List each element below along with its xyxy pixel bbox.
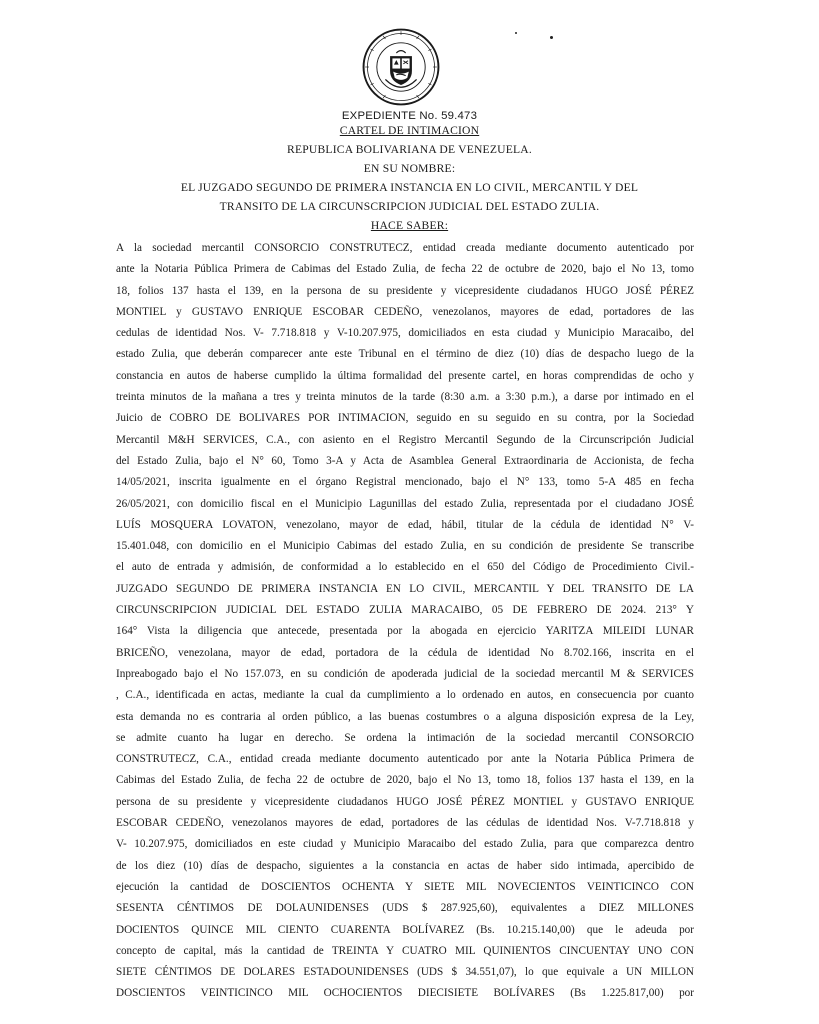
body-line: 14/05/2021, inscrita igualmente en el órgano Registral mencionado, bajo el N° 133, tomo 5-A 485 en fecha — [116, 476, 694, 489]
cartel-title: CARTEL DE INTIMACION — [339, 124, 480, 137]
body-line: 164° Vista la diligencia que antecede, presentada por la abogada en ejercicio YARITZA MILEIDI LUNAR — [116, 625, 694, 638]
body-line: SIETE CÉNTIMOS DE DOLARES ESTADOUNIDENSES (UDS $ 34.551,07), lo que equivale a UN MILLON — [116, 966, 694, 979]
body-line: Juicio de COBRO DE BOLIVARES POR INTIMACION, seguido en su seguido en su contra, por la Sociedad — [116, 412, 694, 425]
body-line: SESENTA CÉNTIMOS DE DOLAUNIDENSES (UDS $ 287.925,60), equivalentes a DIEZ MILLONES — [116, 902, 694, 915]
body-line: estado Zulia, que deberán comparecer ante este Tribunal en el término de diez (10) días de despacho luego de la — [116, 348, 694, 361]
body-line: CIRCUNSCRIPCION JUDICIAL DEL ESTADO ZULIA MARACAIBO, 05 DE FEBRERO DE 2024. 213° Y — [116, 604, 694, 617]
body-line: MONTIEL y GUSTAVO ENRIQUE ESCOBAR CEDEÑO, venezolanos, mayores de edad, portadores de las — [116, 305, 694, 318]
juzgado-heading-line2: TRANSITO DE LA CIRCUNSCRIPCION JUDICIAL DEL ESTADO ZULIA. — [219, 200, 600, 213]
body-line: persona de su presidente y vicepresidente ciudadanos HUGO JOSÉ PÉREZ MONTIEL y GUSTAVO ENRIQUE — [116, 795, 694, 808]
body-line: DOSCIENTOS VEINTICINCO MIL OCHOCIENTOS DIECISIETE BOLÍVARES (Bs 1.225.817,00) por — [116, 987, 694, 1000]
body-line: JUZGADO SEGUNDO DE PRIMERA INSTANCIA EN LO CIVIL, MERCANTIL Y DEL TRANSITO DE LA — [116, 582, 694, 595]
body-line: de los diez (10) días de despacho, siguientes a la constancia en actas de haber sido intimada, apercibido de — [116, 859, 694, 872]
body-line: 26/05/2021, con domicilio fiscal en el Municipio Lagunillas del estado Zulia, representada por el ciudadano JOSÉ — [116, 497, 694, 510]
body-line: cedulas de identidad Nos. V- 7.718.818 y V-10.207.975, domiciliados en esta ciudad y Municipio Maracaibo, del — [116, 327, 694, 340]
cartel-body — [116, 238, 694, 1005]
body-line: el auto de entrada y admisión, de conformidad a lo establecido en el 650 del Código de Procedimiento Civil.- — [116, 561, 694, 574]
body-line: treinta minutos de la mañana a tres y treinta minutos de la tarde (8:30 a.m. a 3:30 p.m.), a darse por intimado en el — [116, 391, 694, 404]
body-line: LUÍS MOSQUERA LOVATON, venezolano, mayor de edad, hábil, titular de la cédula de identidad N° V- — [116, 518, 694, 531]
scan-speck — [515, 32, 517, 34]
body-line: ejecución la cantidad de DOSCIENTOS OCHENTA Y SIETE MIL NOVECIENTOS VEINTICINCO CON — [116, 880, 694, 893]
juzgado-heading-line1: EL JUZGADO SEGUNDO DE PRIMERA INSTANCIA EN LO CIVIL, MERCANTIL Y DEL — [180, 181, 639, 194]
en-su-nombre-heading: EN SU NOMBRE: — [363, 162, 456, 175]
body-line: CONSTRUTECZ, C.A., entidad creada mediante documento autenticado por ante la Notaria Pública Primera de — [116, 753, 694, 766]
hace-saber-heading: HACE SABER: — [370, 219, 449, 232]
body-line: DOCIENTOS QUINCE MIL CIENTO CUARENTA BOLÍVAREZ (Bs. 10.215.140,00) que le adeuda por — [116, 923, 694, 936]
scan-speck — [550, 36, 553, 39]
body-line: ESCOBAR CEDEÑO, venezolanos mayores de edad, portadores de las cédulas de identidad Nos. V-7.718.818 y — [116, 817, 694, 830]
body-line: BRICEÑO, venezolana, mayor de edad, portadora de la cédula de identidad No 8.702.166, inscrita en el — [116, 646, 694, 659]
expediente-number: EXPEDIENTE No. 59.473 — [341, 110, 478, 122]
body-line: 18, folios 137 hasta el 139, en la persona de su presidente y vicepresidente ciudadanos HUGO JOSÉ PÉREZ — [116, 284, 694, 297]
body-line: Cabimas del Estado Zulia, de fecha 22 de octubre de 2020, bajo el No 13, tomo 18, folios 137 hasta el 139, en la — [116, 774, 694, 787]
body-line: constancia en autos de haberse cumplido la última formalidad del presente cartel, en horas comprendidas de ocho y — [116, 369, 694, 382]
court-seal-icon — [362, 28, 440, 106]
body-line: se admite cuanto ha lugar en derecho. Se ordena la intimación de la sociedad mercantil CONSORCIO — [116, 731, 694, 744]
body-line: ante la Notaria Pública Primera de Cabimas del Estado Zulia, de fecha 22 de octubre de 2020, bajo el No 13, tomo — [116, 263, 694, 276]
body-line: esta demanda no es contraria al orden público, a las buenas costumbres o a alguna disposición expresa de la Ley, — [116, 710, 694, 723]
body-line: concepto de capital, más la cantidad de TREINTA Y CUATRO MIL QUINIENTOS CINCUENTAY UNO CON — [116, 944, 694, 957]
body-line: A la sociedad mercantil CONSORCIO CONSTRUTECZ, entidad creada mediante documento autenticado por — [116, 242, 694, 254]
body-line: , C.A., identificada en actas, mediante la cual da cumplimiento a lo ordenado en autos, en consecuencia por cuanto — [116, 689, 694, 702]
body-line: Mercantil M&H SERVICES, C.A., con asiento en el Registro Mercantil Segundo de la Circunscripción Judicial — [116, 433, 694, 446]
republica-heading: REPUBLICA BOLIVARIANA DE VENEZUELA. — [287, 143, 532, 156]
body-line: Inpreabogado bajo el No 157.073, en su condición de apoderada judicial de la sociedad mercantil M & SERVICES — [116, 667, 694, 680]
body-line: del Estado Zulia, bajo el N° 60, Tomo 3-A y Acta de Asamblea General Extraordinaria de Accionista, de fecha — [116, 454, 694, 467]
body-line: V- 10.207.975, domiciliados en este ciudad y Municipio Maracaibo del estado Zulia, para que comparezca dentro — [116, 838, 694, 851]
body-line: 15.401.048, con domicilio en el Municipio Cabimas del estado Zulia, en su condición de presidente Se transcribe — [116, 540, 694, 553]
